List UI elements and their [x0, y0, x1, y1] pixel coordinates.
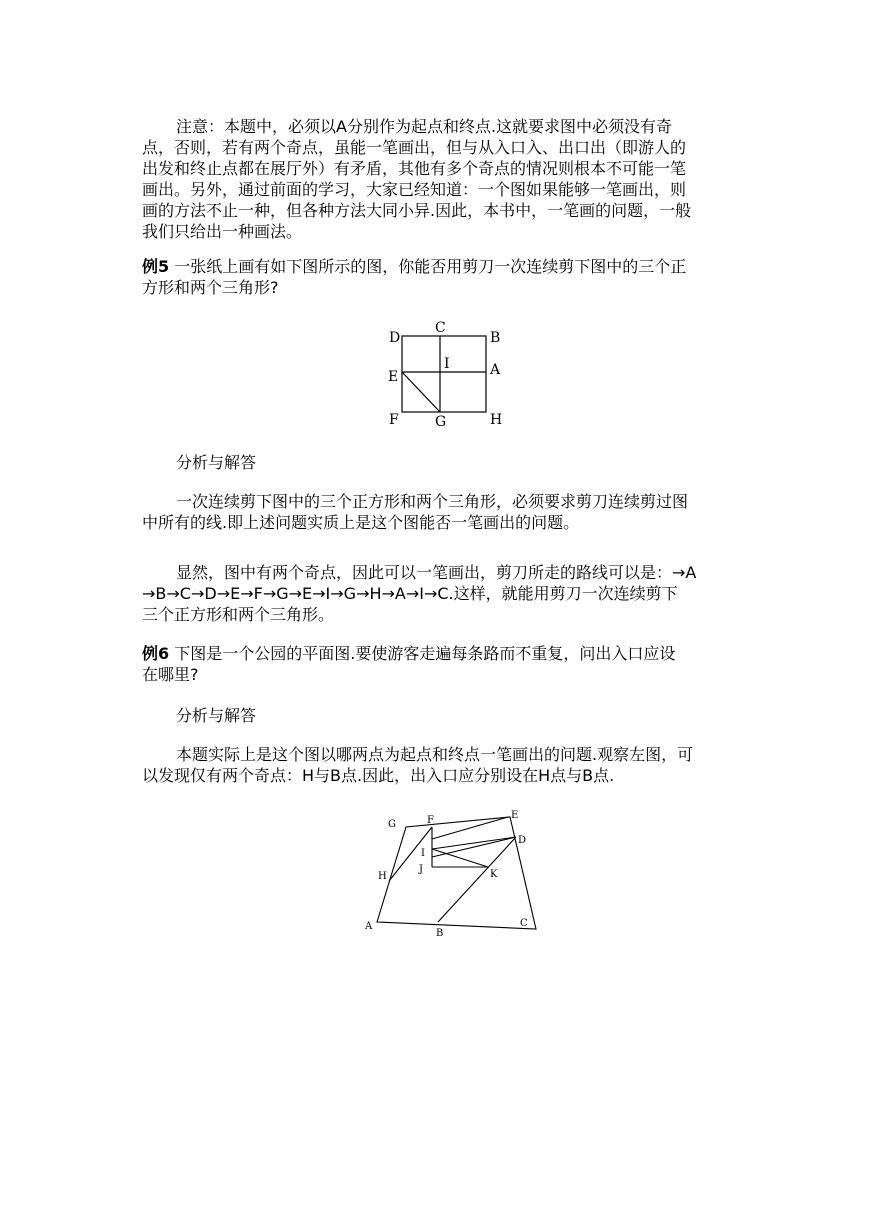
label-j: J [419, 864, 424, 875]
line-b-d [438, 837, 516, 922]
figure6-lines [377, 817, 536, 929]
intro-line: 出发和终止点都在展厅外）有矛盾，其他有多个奇点的情况则根本不可能一笔 [142, 159, 687, 178]
line-e-g [402, 372, 440, 412]
label-k: K [490, 869, 498, 880]
example5-question-text: 一张纸上画有如下图所示的图，你能否用剪刀一次连续剪下图中的三个正 [169, 257, 687, 276]
intro-line: 注意：本题中，必须以A分别作为起点和终点.这就要求图中必须没有奇 [176, 117, 673, 136]
analysis-line: 本题实际上是这个图以哪两点为起点和终点一笔画出的问题.观察左图，可 [176, 745, 694, 764]
example5-question [142, 256, 754, 298]
label-f: F [389, 412, 399, 428]
intro-paragraph [142, 116, 754, 242]
solution-line: →B→C→D→E→F→G→E→I→G→H→A→I→C.这样，就能用剪刀一次连续剪下 [142, 584, 678, 603]
example6-label: 例6 [142, 644, 170, 663]
analysis-line: 以发现仅有两个奇点：H与B点.因此，出入口应分别设在H点与B点. [142, 766, 615, 785]
solution-line: 三个正方形和两个三角形。 [142, 605, 335, 624]
line-h-f [389, 827, 432, 881]
example5-solution-paragraph [142, 562, 754, 625]
example6-analysis-paragraph [142, 744, 754, 786]
label-g: G [435, 414, 447, 430]
analysis-line: 一次连续剪下图中的三个正方形和两个三角形，必须要求剪刀连续剪过图 [176, 492, 689, 511]
example5-figure [380, 316, 510, 436]
intro-line: 点，否则，若有两个奇点，虽能一笔画出，但与从入口入、出口出（即游人的 [142, 138, 687, 157]
label-a: A [490, 362, 501, 378]
label-d: D [389, 330, 401, 346]
example5-question-text: 方形和两个三角形? [142, 278, 279, 297]
example6-question-text: 下图是一个公园的平面图.要使游客走遍每条路而不重复，问出入口应设 [169, 644, 676, 663]
analysis-line: 中所有的线.即上述问题实质上是这个图能否一笔画出的问题。 [142, 513, 580, 532]
intro-line: 画出。另外，通过前面的学习，大家已经知道：一个图如果能够一笔画出，则 [142, 180, 687, 199]
label-a: A [365, 921, 373, 932]
label-e: E [388, 369, 399, 385]
intro-line: 画的方法不止一种，但各种方法大同小异.因此，本书中，一笔画的问题，一般 [142, 201, 692, 220]
label-c: C [520, 918, 528, 929]
label-i: I [444, 356, 450, 372]
solution-line: 显然，图中有两个奇点，因此可以一笔画出，剪刀所走的路线可以是：→A [176, 563, 697, 582]
label-h: H [378, 871, 387, 882]
label-g: G [388, 819, 396, 830]
label-i: I [421, 848, 425, 859]
label-d: D [518, 835, 527, 846]
label-b: B [490, 330, 501, 346]
example5-label: 例5 [142, 257, 170, 276]
intro-line: 我们只给出一种画法。 [142, 222, 303, 241]
example6-question-text: 在哪里? [142, 665, 199, 684]
label-f: F [427, 815, 434, 826]
label-c: C [435, 320, 446, 336]
example6-analysis-heading: 分析与解答 [176, 706, 257, 725]
example5-analysis-paragraph [142, 491, 754, 533]
line-i-k [432, 849, 488, 867]
example6-question [142, 643, 754, 685]
figure5-lines [402, 336, 486, 412]
label-h: H [490, 412, 503, 428]
label-e: E [511, 810, 519, 821]
label-b: B [436, 928, 444, 939]
example6-figure [360, 805, 550, 940]
outer-square [402, 336, 486, 412]
example5-analysis-heading: 分析与解答 [176, 453, 257, 472]
outer-quadrilateral [377, 817, 536, 929]
